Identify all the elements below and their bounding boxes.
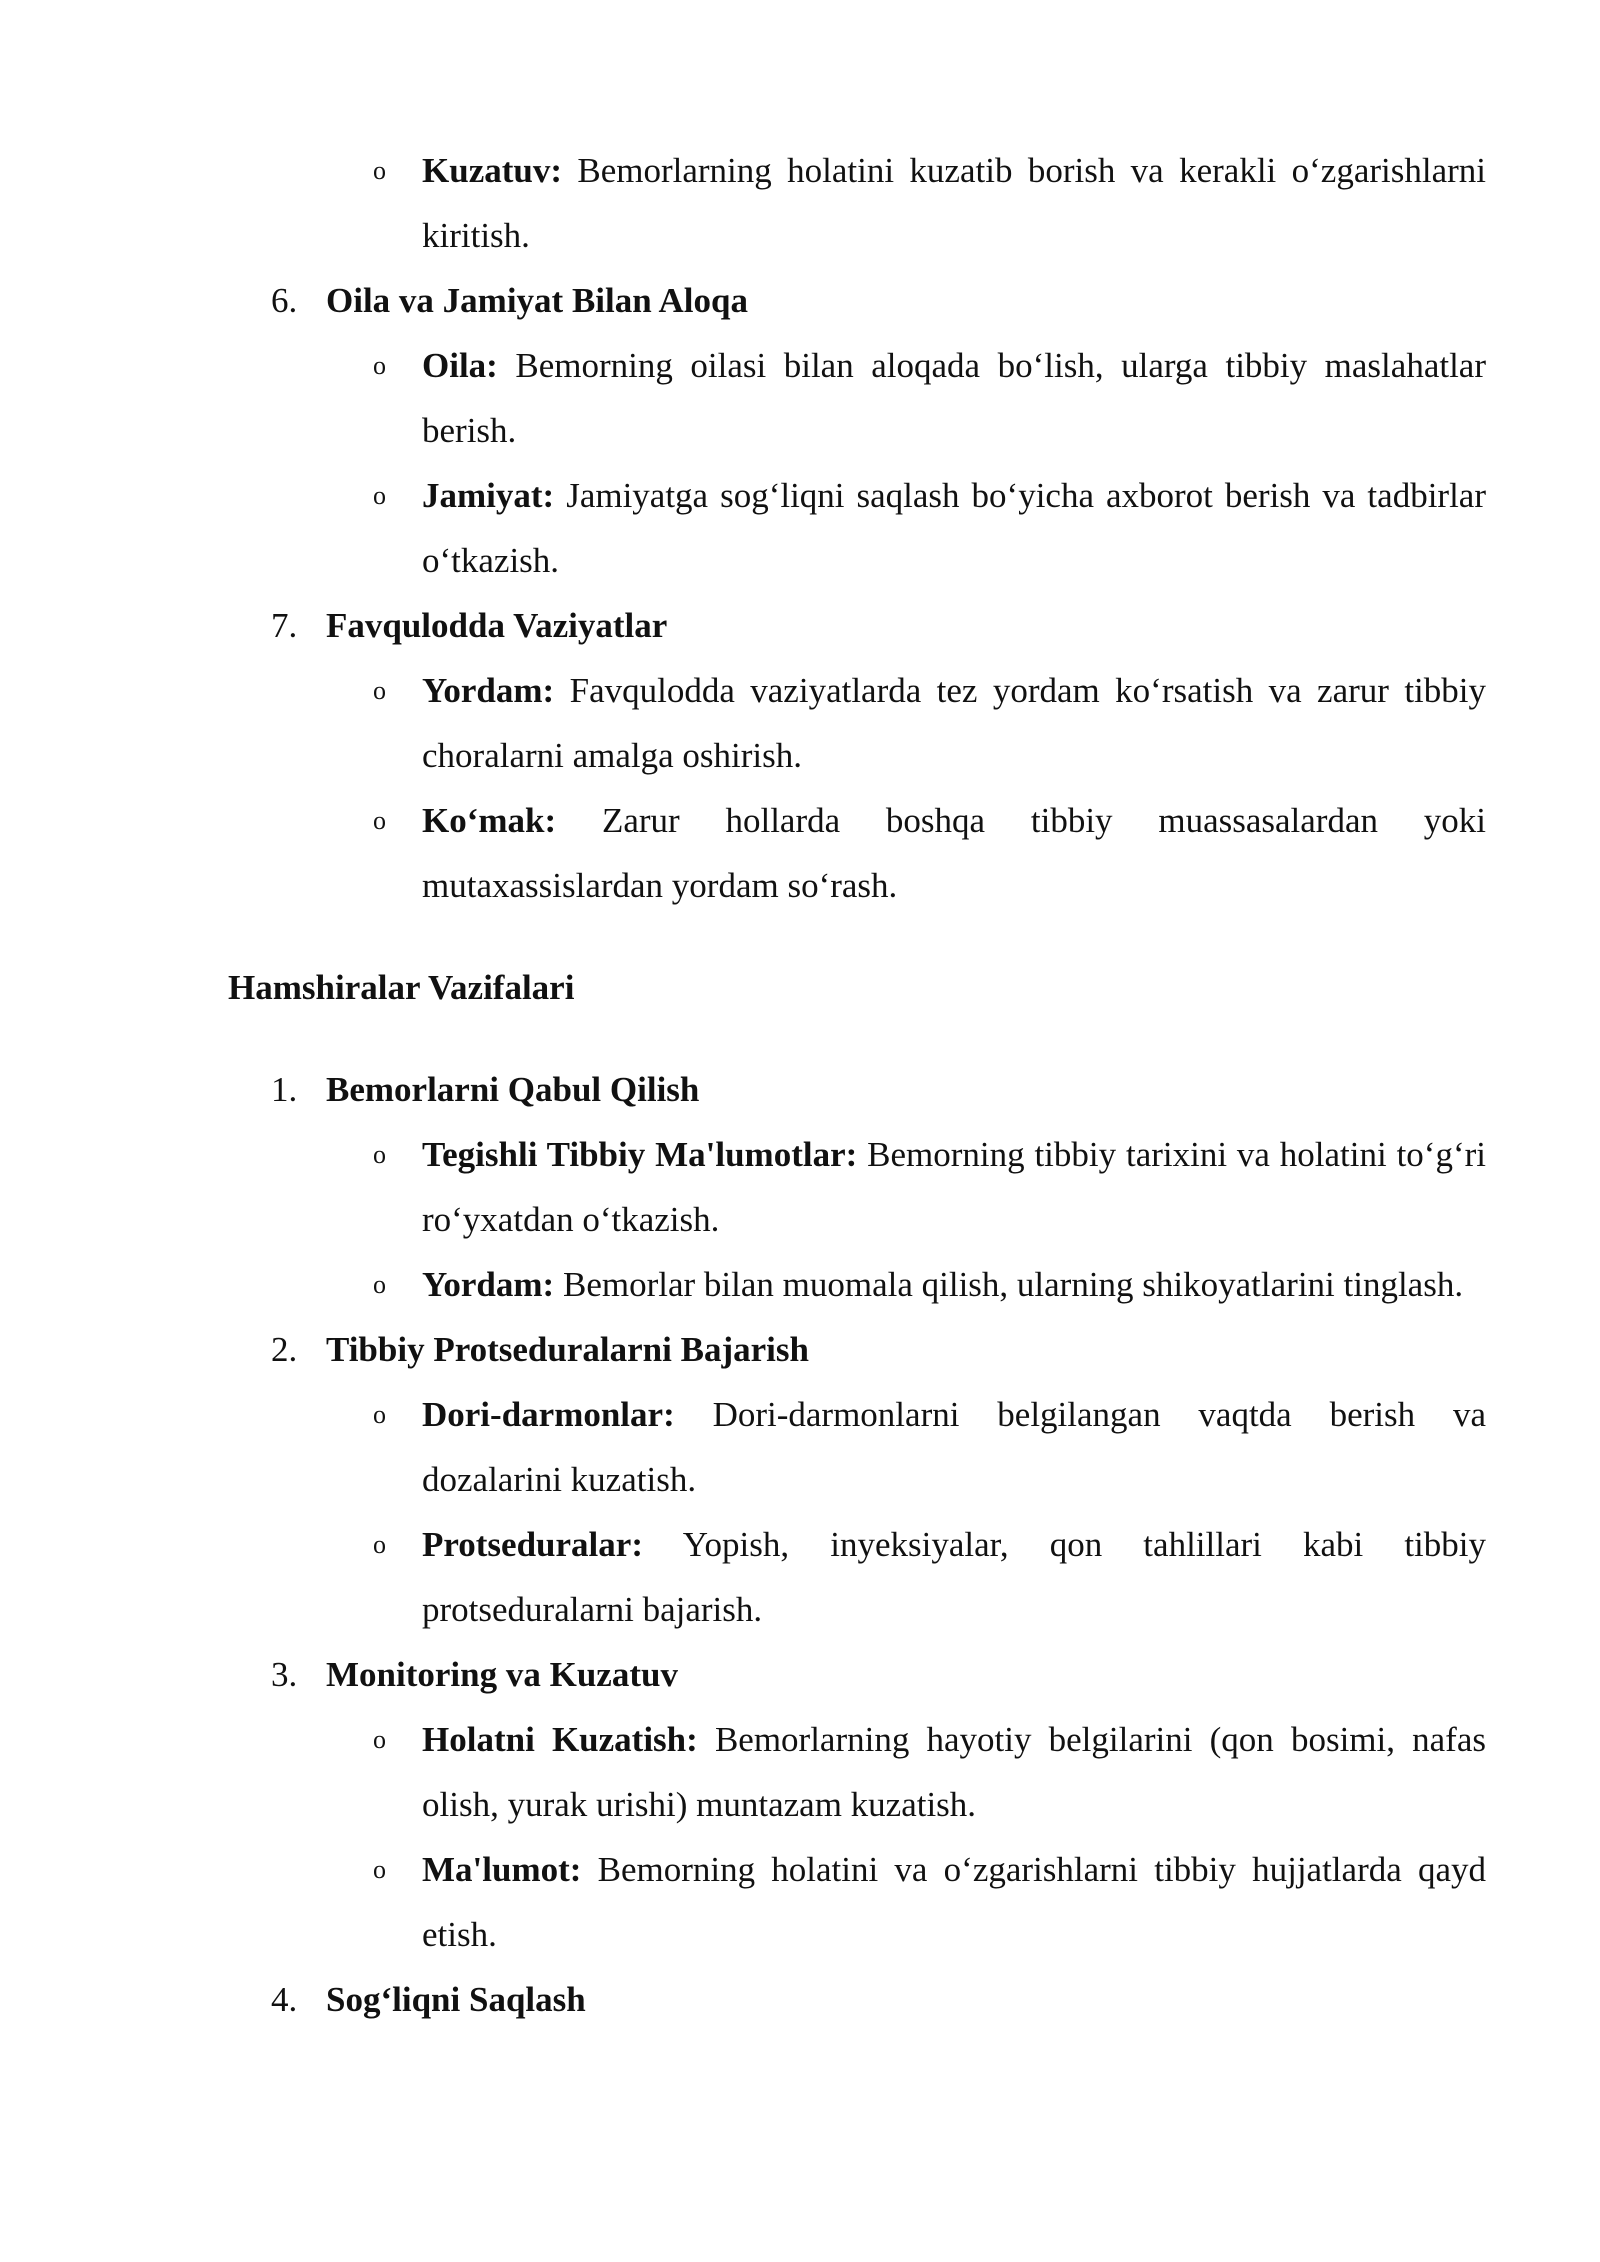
bullet-text: Bemorning holatini va o‘zgarishlarni tibbiy hujjatlarda qayd etish. bbox=[422, 1850, 1486, 1954]
bullet-marker: o bbox=[373, 156, 386, 185]
bullet-text: Bemorlarning hayotiy belgilarini (qon bosimi, nafas olish, yurak urishi) muntazam kuzatish. bbox=[422, 1720, 1486, 1824]
numbered-heading bbox=[228, 1642, 1486, 1707]
bullet-marker: o bbox=[373, 1725, 386, 1754]
bullet-term: Yordam: bbox=[422, 1265, 555, 1304]
list-item bbox=[373, 463, 1486, 593]
bullet-text: Zarur hollarda boshqa tibbiy muassasalardan yoki mutaxassislardan yordam so‘rash. bbox=[422, 801, 1486, 905]
bullet-term: Holatni Kuzatish: bbox=[422, 1720, 698, 1759]
bullet-text: Bemorlarning holatini kuzatib borish va kerakli o‘zgarishlarni kiritish. bbox=[422, 151, 1486, 255]
document-content bbox=[228, 138, 1486, 2032]
bullet-text: Jamiyatga sog‘liqni saqlash bo‘yicha axborot berish va tadbirlar o‘tkazish. bbox=[422, 476, 1486, 580]
bullet-term: Dori-darmonlar: bbox=[422, 1395, 675, 1434]
numbered-heading bbox=[228, 1967, 1486, 2032]
bullet-marker: o bbox=[373, 806, 386, 835]
bullet-marker: o bbox=[373, 1140, 386, 1169]
list-item bbox=[373, 658, 1486, 788]
item-title: Tibbiy Protseduralarni Bajarish bbox=[326, 1330, 809, 1369]
list-item bbox=[373, 1837, 1486, 1967]
bullet-text: Yopish, inyeksiyalar, qon tahlillari kabi tibbiy protseduralarni bajarish. bbox=[422, 1525, 1486, 1629]
list-item bbox=[373, 333, 1486, 463]
list-item bbox=[373, 1707, 1486, 1837]
bullet-marker: o bbox=[373, 676, 386, 705]
item-title: Monitoring va Kuzatuv bbox=[326, 1655, 678, 1694]
list-item bbox=[373, 1252, 1486, 1317]
bullet-text: Dori-darmonlarni belgilangan vaqtda berish va dozalarini kuzatish. bbox=[422, 1395, 1486, 1499]
bullet-marker: o bbox=[373, 1855, 386, 1884]
item-number: 7. bbox=[271, 606, 298, 645]
bullet-term: Protseduralar: bbox=[422, 1525, 643, 1564]
bullet-text: Bemorning tibbiy tarixini va holatini to‘g‘ri ro‘yxatdan o‘tkazish. bbox=[422, 1135, 1486, 1239]
bullet-term: Yordam: bbox=[422, 671, 555, 710]
numbered-heading bbox=[228, 268, 1486, 333]
list-item bbox=[373, 788, 1486, 918]
item-title: Oila va Jamiyat Bilan Aloqa bbox=[326, 281, 748, 320]
bullet-marker: o bbox=[373, 351, 386, 380]
section-heading: Hamshiralar Vazifalari bbox=[228, 968, 575, 1007]
bullet-term: Oila: bbox=[422, 346, 498, 385]
item-number: 3. bbox=[271, 1655, 298, 1694]
bullet-marker: o bbox=[373, 1270, 386, 1299]
bullet-marker: o bbox=[373, 1400, 386, 1429]
list-item bbox=[373, 1382, 1486, 1512]
bullet-term: Tegishli Tibbiy Ma'lumotlar: bbox=[422, 1135, 858, 1174]
numbered-heading bbox=[228, 1317, 1486, 1382]
list-item bbox=[373, 1512, 1486, 1642]
item-number: 6. bbox=[271, 281, 298, 320]
bullet-term: Jamiyat: bbox=[422, 476, 555, 515]
numbered-heading bbox=[228, 1057, 1486, 1122]
item-title: Favqulodda Vaziyatlar bbox=[326, 606, 668, 645]
bullet-term: Ma'lumot: bbox=[422, 1850, 582, 1889]
list-item bbox=[373, 138, 1486, 268]
bullet-text: Bemorlar bilan muomala qilish, ularning shikoyatlarini tinglash. bbox=[554, 1265, 1464, 1304]
item-title: Bemorlarni Qabul Qilish bbox=[326, 1070, 700, 1109]
bullet-term: Kuzatuv: bbox=[422, 151, 562, 190]
item-number: 4. bbox=[271, 1980, 298, 2019]
bullet-marker: o bbox=[373, 481, 386, 510]
item-number: 1. bbox=[271, 1070, 298, 1109]
bullet-term: Ko‘mak: bbox=[422, 801, 557, 840]
item-number: 2. bbox=[271, 1330, 298, 1369]
numbered-heading bbox=[228, 593, 1486, 658]
bullet-marker: o bbox=[373, 1530, 386, 1559]
bullet-text: Favqulodda vaziyatlarda tez yordam ko‘rsatish va zarur tibbiy choralarni amalga oshirish. bbox=[422, 671, 1486, 775]
bullet-text: Bemorning oilasi bilan aloqada bo‘lish, ularga tibbiy maslahatlar berish. bbox=[422, 346, 1486, 450]
item-title: Sog‘liqni Saqlash bbox=[326, 1980, 586, 2019]
list-item bbox=[373, 1122, 1486, 1252]
